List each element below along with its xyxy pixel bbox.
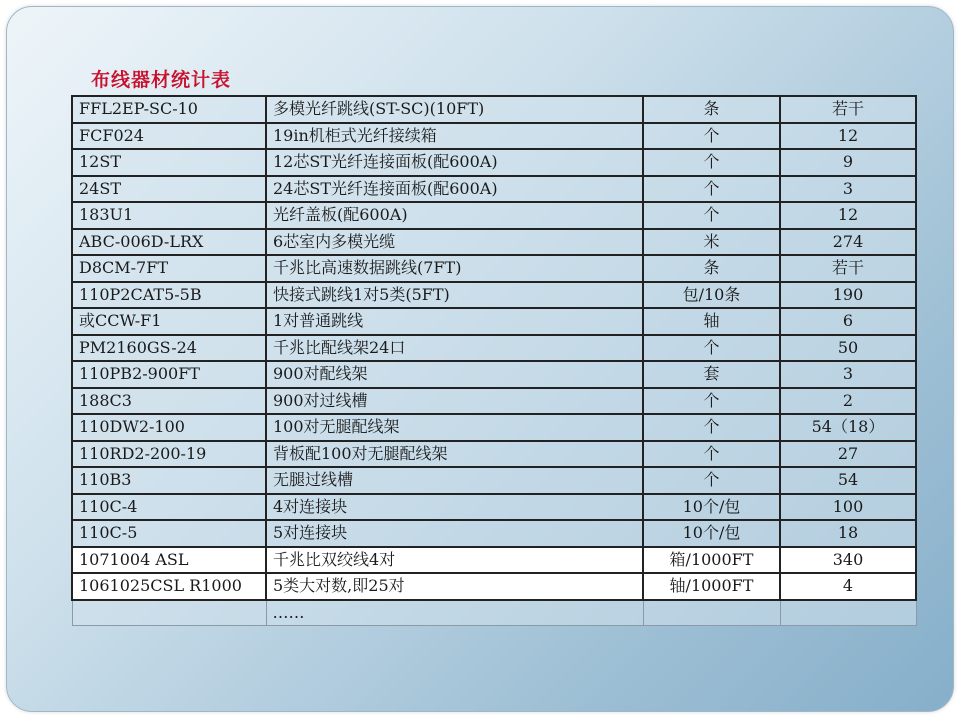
table-row: [72, 308, 916, 335]
description-cell: 900对配线架: [266, 361, 643, 388]
model-cell: 110RD2-200-19: [72, 441, 266, 468]
unit-cell: 个: [643, 441, 780, 468]
unit-cell: 轴: [643, 308, 780, 335]
description-cell: 背板配100对无腿配线架: [266, 441, 643, 468]
unit-cell: [643, 600, 780, 626]
unit-cell: 10个/包: [643, 494, 780, 521]
quantity-cell: 12: [780, 202, 916, 229]
table-row: [72, 255, 916, 282]
model-cell: FFL2EP-SC-10: [72, 96, 266, 123]
unit-cell: 个: [643, 467, 780, 494]
unit-cell: 个: [643, 176, 780, 203]
table-row: [72, 388, 916, 415]
quantity-cell: [780, 600, 916, 626]
description-cell: 千兆比配线架24口: [266, 335, 643, 362]
unit-cell: 条: [643, 255, 780, 282]
table-row: [72, 414, 916, 441]
unit-cell: 米: [643, 229, 780, 256]
description-cell: ……: [266, 600, 643, 626]
unit-cell: 套: [643, 361, 780, 388]
description-cell: 6芯室内多模光缆: [266, 229, 643, 256]
description-cell: 无腿过线槽: [266, 467, 643, 494]
model-cell: [72, 600, 266, 626]
materials-table: [71, 95, 917, 626]
quantity-cell: 4: [780, 573, 916, 600]
quantity-cell: 27: [780, 441, 916, 468]
model-cell: 110C-4: [72, 494, 266, 521]
description-cell: 千兆比高速数据跳线(7FT): [266, 255, 643, 282]
unit-cell: 条: [643, 96, 780, 123]
quantity-cell: 340: [780, 547, 916, 574]
description-cell: 光纤盖板(配600A): [266, 202, 643, 229]
quantity-cell: 9: [780, 149, 916, 176]
description-cell: 快接式跳线1对5类(5FT): [266, 282, 643, 309]
table-row: [72, 520, 916, 547]
table-row: [72, 176, 916, 203]
quantity-cell: 54: [780, 467, 916, 494]
model-cell: 183U1: [72, 202, 266, 229]
unit-cell: 轴/1000FT: [643, 573, 780, 600]
unit-cell: 个: [643, 149, 780, 176]
quantity-cell: 274: [780, 229, 916, 256]
table-row: [72, 202, 916, 229]
model-cell: 12ST: [72, 149, 266, 176]
description-cell: 19in机柜式光纤接续箱: [266, 123, 643, 150]
quantity-cell: 18: [780, 520, 916, 547]
model-cell: 110PB2-900FT: [72, 361, 266, 388]
table-row: [72, 123, 916, 150]
slide-background: [6, 6, 954, 712]
materials-table-body: [72, 96, 916, 626]
table-row: [72, 494, 916, 521]
unit-cell: 箱/1000FT: [643, 547, 780, 574]
table-row: [72, 573, 916, 600]
description-cell: 4对连接块: [266, 494, 643, 521]
quantity-cell: 6: [780, 308, 916, 335]
model-cell: 1061025CSL R1000: [72, 573, 266, 600]
description-cell: 900对过线槽: [266, 388, 643, 415]
quantity-cell: 190: [780, 282, 916, 309]
model-cell: 188C3: [72, 388, 266, 415]
description-cell: 100对无腿配线架: [266, 414, 643, 441]
quantity-cell: 3: [780, 176, 916, 203]
description-cell: 千兆比双绞线4对: [266, 547, 643, 574]
description-cell: 1对普通跳线: [266, 308, 643, 335]
unit-cell: 个: [643, 335, 780, 362]
model-cell: 24ST: [72, 176, 266, 203]
model-cell: PM2160GS-24: [72, 335, 266, 362]
description-cell: 24芯ST光纤连接面板(配600A): [266, 176, 643, 203]
model-cell: 110B3: [72, 467, 266, 494]
model-cell: ABC-006D-LRX: [72, 229, 266, 256]
quantity-cell: 3: [780, 361, 916, 388]
table-row: [72, 335, 916, 362]
model-cell: 110DW2-100: [72, 414, 266, 441]
table-row: [72, 282, 916, 309]
unit-cell: 包/10条: [643, 282, 780, 309]
quantity-cell: 54（18）: [780, 414, 916, 441]
description-cell: 5对连接块: [266, 520, 643, 547]
table-row: [72, 229, 916, 256]
model-cell: 或CCW-F1: [72, 308, 266, 335]
unit-cell: 个: [643, 388, 780, 415]
model-cell: 110C-5: [72, 520, 266, 547]
description-cell: 12芯ST光纤连接面板(配600A): [266, 149, 643, 176]
quantity-cell: 2: [780, 388, 916, 415]
unit-cell: 个: [643, 414, 780, 441]
description-cell: 5类大对数,即25对: [266, 573, 643, 600]
model-cell: FCF024: [72, 123, 266, 150]
unit-cell: 10个/包: [643, 520, 780, 547]
model-cell: 110P2CAT5-5B: [72, 282, 266, 309]
unit-cell: 个: [643, 123, 780, 150]
table-row: [72, 600, 916, 626]
model-cell: D8CM-7FT: [72, 255, 266, 282]
quantity-cell: 100: [780, 494, 916, 521]
table-row: [72, 547, 916, 574]
quantity-cell: 50: [780, 335, 916, 362]
table-row: [72, 467, 916, 494]
description-cell: 多模光纤跳线(ST-SC)(10FT): [266, 96, 643, 123]
table-row: [72, 149, 916, 176]
table-row: [72, 361, 916, 388]
quantity-cell: 若干: [780, 96, 916, 123]
page-title: 布线器材统计表: [91, 69, 232, 91]
table-row: [72, 96, 916, 123]
quantity-cell: 12: [780, 123, 916, 150]
table-row: [72, 441, 916, 468]
quantity-cell: 若干: [780, 255, 916, 282]
model-cell: 1071004 ASL: [72, 547, 266, 574]
unit-cell: 个: [643, 202, 780, 229]
